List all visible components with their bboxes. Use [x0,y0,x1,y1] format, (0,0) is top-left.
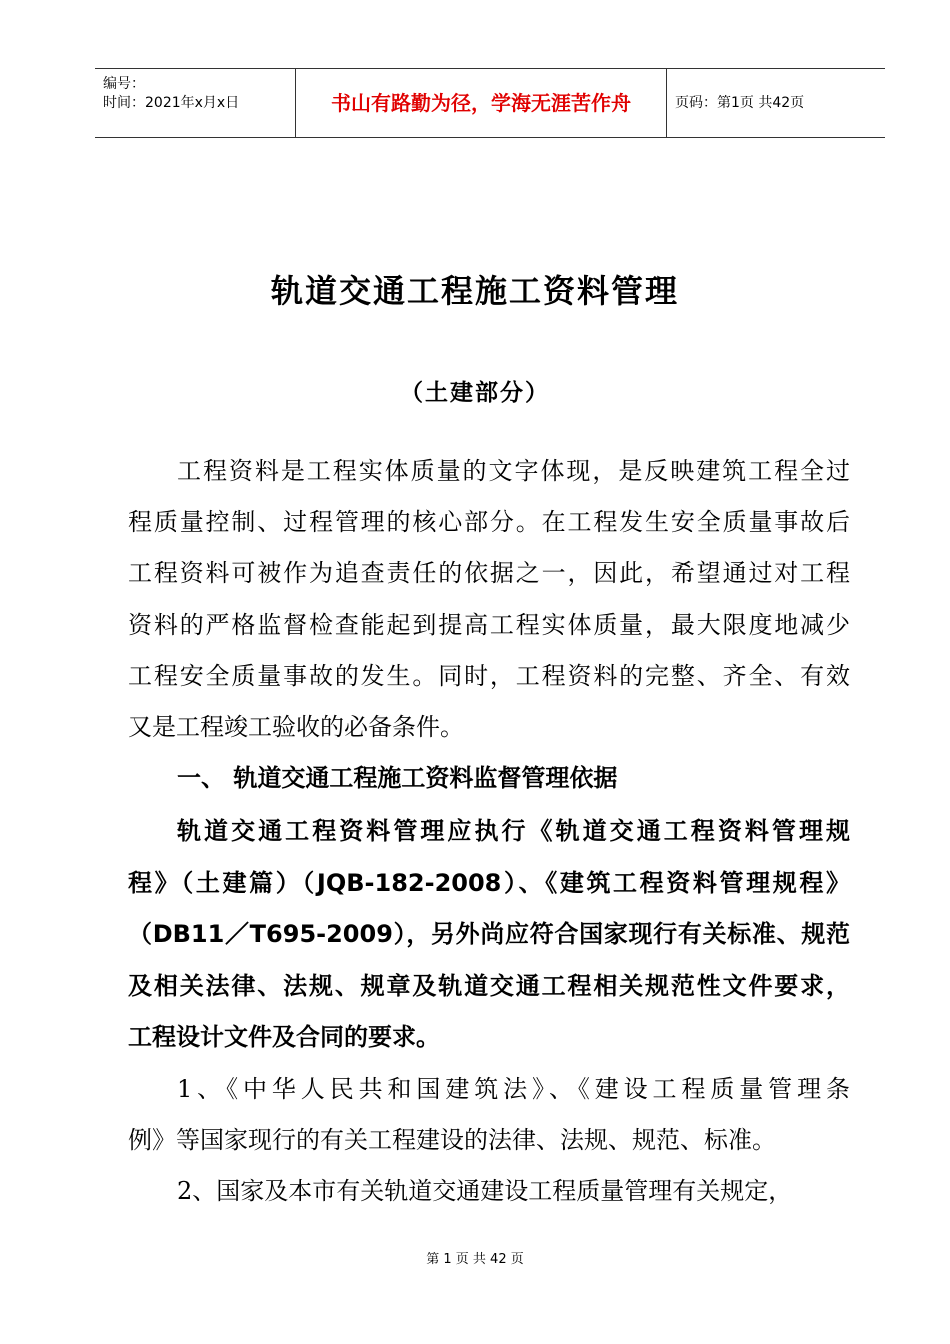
body-line-bold: （DB11／T695-2009），另外尚应符合国家现行有关标准、规范 [128,920,850,948]
body-line: 工程资料是工程实体质量的文字体现，是反映建筑工程全过 [177,457,850,485]
body-line: 工程资料可被作为追查责任的依据之一，因此，希望通过对工程 [128,559,850,587]
document-date: 时间：2021年x月x日 [103,95,240,111]
header-page-info: 页码：第1页 共42页 [675,95,805,111]
body-line-bold: 轨道交通工程资料管理应执行《轨道交通工程资料管理规 [177,817,850,845]
body-line: 又是工程竣工验收的必备条件。 [128,713,464,741]
body-line: 程质量控制、过程管理的核心部分。在工程发生安全质量事故后 [128,508,850,536]
body-line-bold: 工程设计文件及合同的要求。 [128,1023,440,1051]
section-heading: 一、 轨道交通工程施工资料监督管理依据 [177,764,618,792]
list-item: 2、国家及本市有关轨道交通建设工程质量管理有关规定， [177,1177,793,1205]
list-item-continued: 例》等国家现行的有关工程建设的法律、法规、规范、标准。 [128,1126,776,1154]
body-line-bold: 及相关法律、法规、规章及轨道交通工程相关规范性文件要求， [128,972,850,1000]
document-subtitle: （土建部分） [400,380,550,406]
page-header [95,68,885,138]
page-footer: 第 1 页 共 42 页 [426,1252,524,1267]
body-line: 资料的严格监督检查能起到提高工程实体质量，最大限度地减少 [128,611,850,639]
header-info-cell [95,69,295,137]
header-motto: 书山有路勤为径，学海无涯苦作舟 [295,69,667,137]
document-title: 轨道交通工程施工资料管理 [270,272,679,310]
document-number-label: 编号： [103,76,145,92]
body-line-bold: 程》（土建篇）（JQB-182-2008）、《建筑工程资料管理规程》 [128,869,850,897]
body-line: 工程安全质量事故的发生。同时，工程资料的完整、齐全、有效 [128,662,850,690]
list-item: 1、《中华人民共和国建筑法》、《建设工程质量管理条 [177,1075,850,1103]
